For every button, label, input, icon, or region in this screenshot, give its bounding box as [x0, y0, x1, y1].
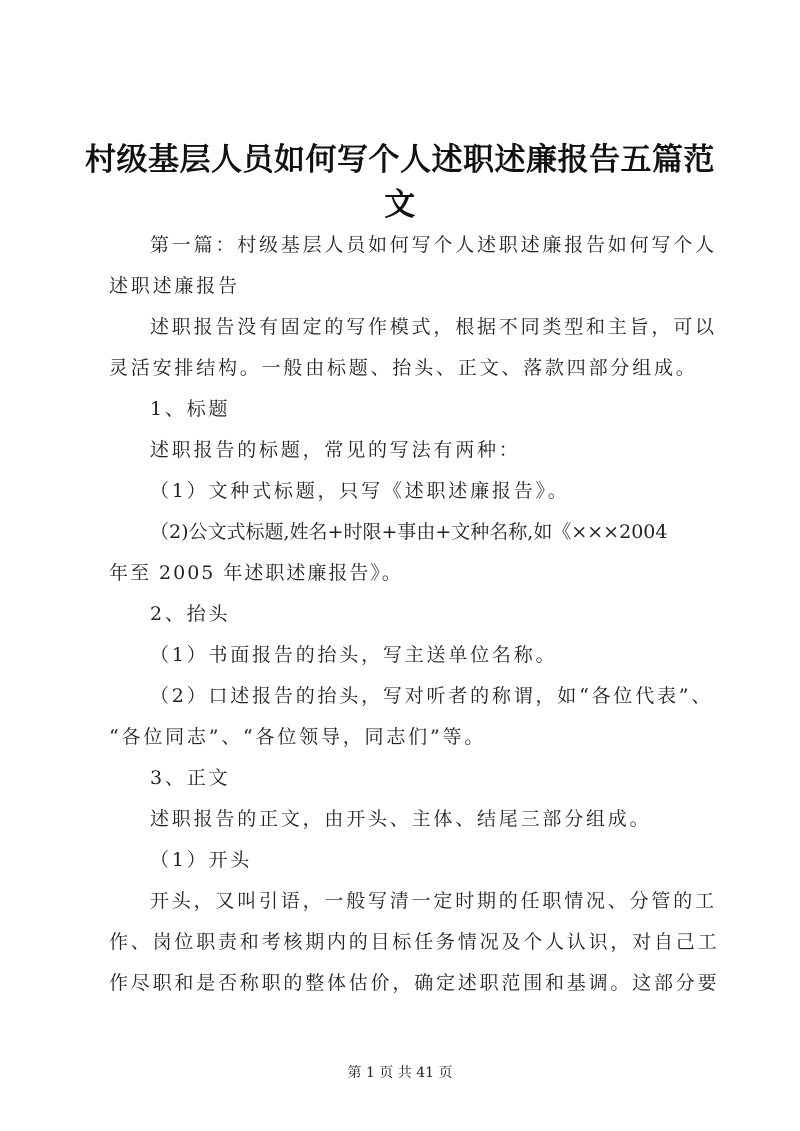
section-heading: 2、抬头 — [150, 603, 231, 625]
paragraph-line: （1）文种式标题，只写《述职述廉报告》。 — [150, 480, 570, 502]
section-heading: 3、正文 — [150, 767, 231, 789]
paragraph-line: （1）书面报告的抬头，写主送单位名称。 — [150, 644, 558, 666]
paragraph-line: 作尽职和是否称职的整体估价，确定述职范围和基调。这部分要 — [109, 972, 720, 994]
paragraph-line: 述职报告没有固定的写作模式，根据不同类型和主旨，可以 — [150, 316, 717, 338]
paragraph-line: 开头，又叫引语，一般写清一定时期的任职情况、分管的工 — [150, 890, 717, 912]
paragraph-line: （2）口述报告的抬头，写对听者的称谓，如“各位代表”、 — [150, 685, 714, 707]
paragraph-line: 年至 2005 年述职述廉报告》。 — [109, 562, 403, 584]
page-number-footer: 第 1 页 共 41 页 — [347, 1065, 453, 1081]
document-title-line-2: 文 — [384, 187, 416, 223]
paragraph-line: 第一篇：村级基层人员如何写个人述职述廉报告如何写个人 — [150, 234, 717, 256]
paragraph-line: 灵活安排结构。一般由标题、抬头、正文、落款四部分组成。 — [109, 357, 698, 379]
paragraph-line: 述职报告的正文，由开头、主体、结尾三部分组成。 — [150, 808, 652, 830]
paragraph-line: 作、岗位职责和考核期内的目标任务情况及个人认识，对自己工 — [109, 931, 720, 953]
section-heading: 1、标题 — [150, 398, 231, 420]
document-title-line-1: 村级基层人员如何写个人述职述廉报告五篇范 — [85, 142, 715, 178]
paragraph-line: “各位同志”、“各位领导，同志们”等。 — [109, 726, 487, 748]
paragraph-line: （1）开头 — [150, 849, 253, 871]
paragraph-line: 述职述廉报告 — [109, 275, 240, 297]
paragraph-line: 述职报告的标题，常见的写法有两种： — [150, 439, 521, 461]
paragraph-line: （2)公文式标题,姓名+时限+事由+文种名称,如《×××2004 — [150, 521, 668, 543]
